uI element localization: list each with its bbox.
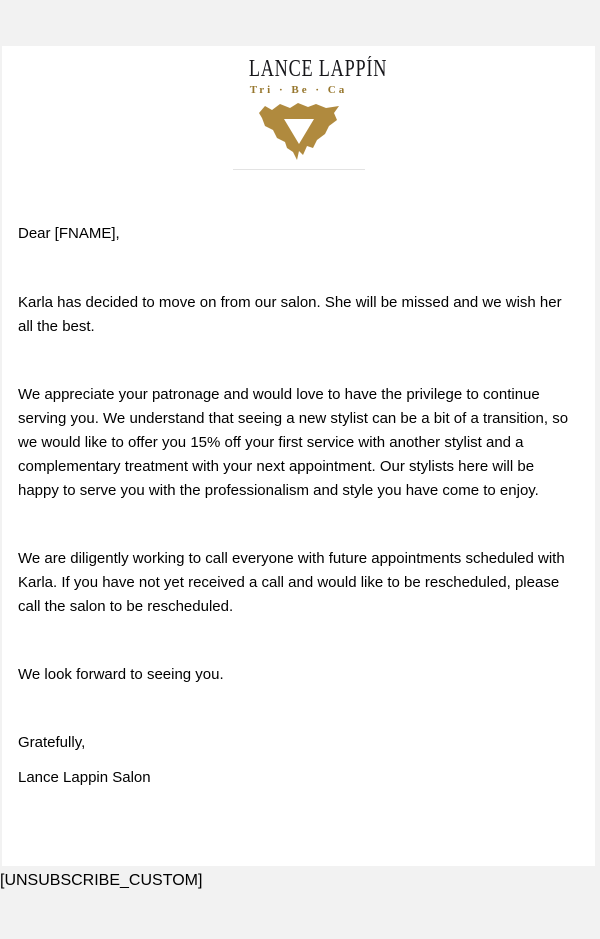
unsubscribe-placeholder: [UNSUBSCRIBE_CUSTOM] [0, 872, 203, 889]
paragraph-offer-15-percent: We appreciate your patronage and would love to have the privilege to continue serving you. We understand that seeing a new stylist can be a bit of a transition, so we would like to offer you 15% off your first service with another stylist and a complementary treatment with your next appointment. Our stylists here will be happy to serve you with the professionalism and style you have come to enjoy. [18, 386, 569, 499]
greeting-line: Dear [FNAME], [18, 225, 120, 242]
logo-header [2, 46, 595, 170]
tribeca-label: Tri · Be · Ca [249, 84, 348, 96]
paragraph-karla-leaving: Karla has decided to move on from our salon. She will be missed and we wish her all the best. [18, 294, 562, 335]
signature-line: Lance Lappin Salon [18, 769, 151, 786]
tribeca-map-triangle-icon [251, 100, 347, 164]
closing-line: Gratefully, [18, 734, 86, 751]
paragraph-rescheduling: We are diligently working to call everyone with future appointments scheduled with Karla. If you have not yet received a call and would like to be rescheduled, please call the salon to be rescheduled. [18, 550, 565, 615]
brand-name-text: LANCE LAPPÍN [248, 56, 387, 82]
email-letter-body [2, 222, 595, 790]
email-body-card [2, 46, 595, 866]
paragraph-look-forward: We look forward to seeing you. [18, 666, 224, 683]
email-footer [0, 870, 600, 891]
salon-logo [233, 56, 387, 170]
